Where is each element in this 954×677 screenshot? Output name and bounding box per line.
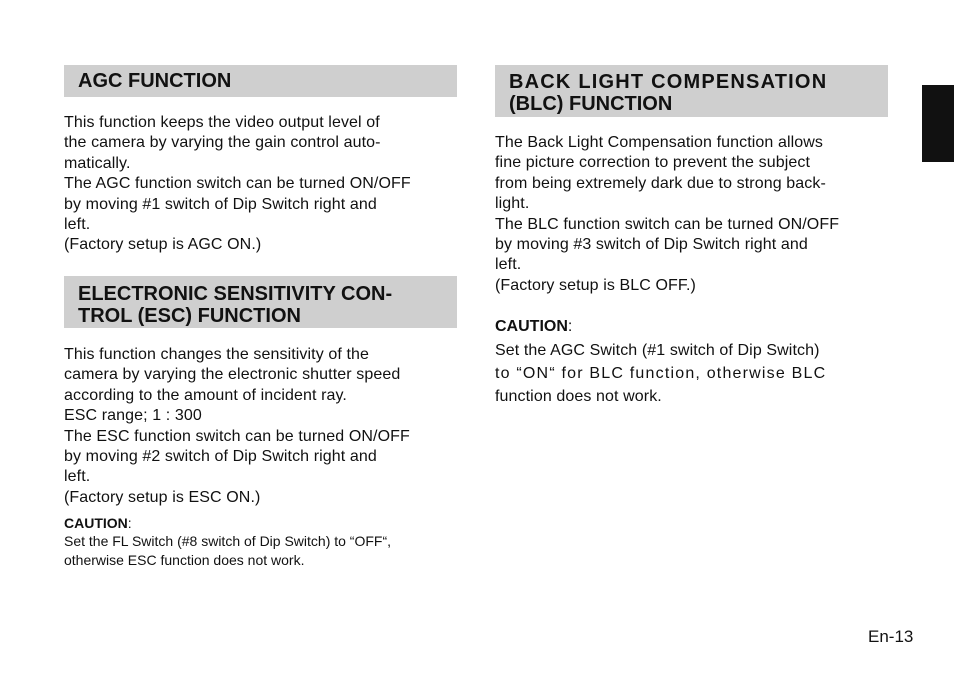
blc-line: fine picture correction to prevent the subject bbox=[495, 154, 810, 172]
esc-caution-word: CAUTION bbox=[64, 515, 128, 531]
esc-line: This function changes the sensitivity of the bbox=[64, 346, 370, 363]
blc-caution-line: function does not work. bbox=[495, 388, 662, 405]
agc-line: matically. bbox=[64, 154, 131, 172]
esc-caution-line: Set the FL Switch (#8 switch of Dip Switch) to “OFF“, bbox=[64, 533, 392, 549]
agc-line: the camera by varying the gain control auto- bbox=[64, 134, 381, 152]
section-tab-marker bbox=[922, 85, 954, 162]
blc-line: The BLC function switch can be turned ON/OFF bbox=[495, 215, 840, 233]
esc-line: ESC range; 1 : 300 bbox=[64, 407, 202, 425]
blc-line: from being extremely dark due to strong back- bbox=[495, 174, 826, 192]
esc-line: The ESC function switch can be turned ON/OFF bbox=[64, 427, 410, 445]
blc-caution-line: to “ON“ for BLC function, otherwise BLC bbox=[495, 365, 827, 382]
esc-heading-line: TROL (ESC) FUNCTION bbox=[78, 305, 301, 327]
blc-body bbox=[495, 133, 888, 296]
esc-caution-text bbox=[64, 532, 457, 570]
esc-line: left. bbox=[64, 468, 91, 486]
esc-caution-colon: : bbox=[127, 515, 132, 531]
blc-line: left. bbox=[495, 256, 522, 274]
blc-heading-line: BACK LIGHT COMPENSATION bbox=[509, 71, 828, 93]
agc-line: (Factory setup is AGC ON.) bbox=[64, 236, 262, 254]
agc-heading bbox=[64, 65, 457, 97]
esc-heading-line: ELECTRONIC SENSITIVITY CON- bbox=[78, 283, 393, 305]
blc-line: light. bbox=[495, 195, 530, 213]
agc-line: This function keeps the video output level of bbox=[64, 114, 380, 131]
agc-heading-text: AGC FUNCTION bbox=[78, 70, 232, 92]
agc-line: The AGC function switch can be turned ON/OFF bbox=[64, 175, 411, 193]
blc-line: The Back Light Compensation function allows bbox=[495, 134, 824, 151]
blc-line: (Factory setup is BLC OFF.) bbox=[495, 276, 696, 294]
agc-body bbox=[64, 113, 457, 256]
esc-caution-label bbox=[64, 514, 132, 532]
blc-heading-line: (BLC) FUNCTION bbox=[509, 93, 673, 115]
agc-line: left. bbox=[64, 216, 91, 234]
page-number: En-13 bbox=[868, 627, 914, 646]
esc-line: camera by varying the electronic shutter speed bbox=[64, 366, 401, 384]
esc-line: (Factory setup is ESC ON.) bbox=[64, 488, 261, 506]
esc-line: by moving #2 switch of Dip Switch right and bbox=[64, 448, 377, 466]
esc-caution-line: otherwise ESC function does not work. bbox=[64, 552, 305, 568]
esc-body bbox=[64, 345, 457, 508]
esc-line: according to the amount of incident ray. bbox=[64, 386, 347, 404]
blc-caution-word: CAUTION bbox=[495, 318, 568, 335]
blc-heading bbox=[495, 65, 888, 117]
blc-caution-label bbox=[495, 318, 572, 336]
blc-caution-colon: : bbox=[567, 318, 573, 335]
agc-line: by moving #1 switch of Dip Switch right and bbox=[64, 195, 377, 213]
blc-caution-text bbox=[495, 339, 888, 408]
blc-line: by moving #3 switch of Dip Switch right and bbox=[495, 236, 808, 254]
esc-heading bbox=[64, 276, 457, 328]
blc-caution-line: Set the AGC Switch (#1 switch of Dip Switch) bbox=[495, 342, 820, 359]
